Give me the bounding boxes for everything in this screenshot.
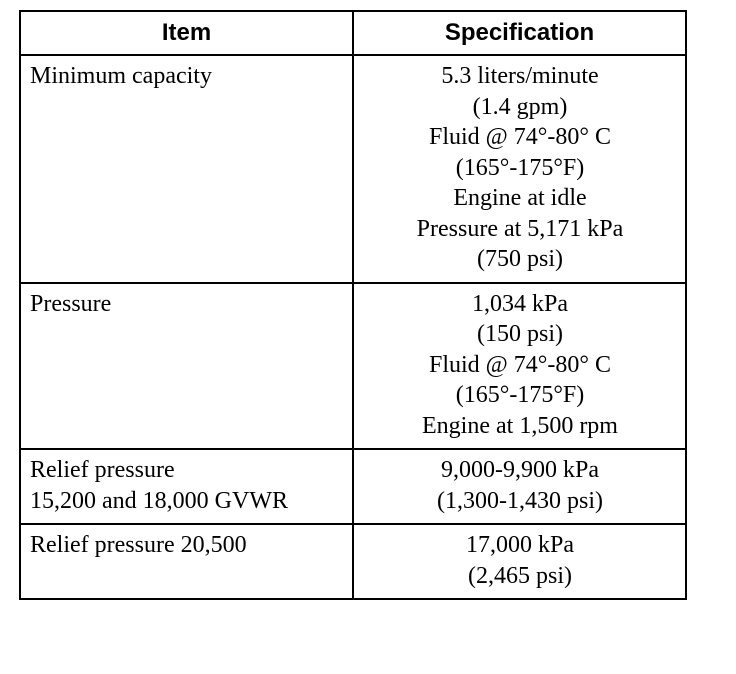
- item-text: Relief pressure 20,500: [30, 532, 247, 558]
- item-cell: [20, 283, 353, 450]
- item-text: Pressure: [30, 290, 112, 317]
- item-text: 15,200 and 18,000 GVWR: [30, 487, 288, 514]
- spec-text: Engine at idle: [453, 185, 587, 211]
- spec-text: (165°-175°F): [455, 154, 585, 181]
- spec-cell: [353, 449, 686, 524]
- item-cell: [20, 55, 353, 283]
- spec-text: (1,300-1,430 psi): [437, 487, 603, 514]
- spec-text: 5.3 liters/minute: [441, 63, 599, 89]
- table-row: [20, 283, 686, 450]
- spec-text: Fluid @ 74°-80° C: [429, 124, 611, 150]
- spec-text: 17,000 kPa: [466, 532, 574, 558]
- spec-text: (165°-175°F): [455, 382, 585, 408]
- spec-cell: [353, 283, 686, 450]
- item-cell: [20, 524, 353, 599]
- table-row: [20, 524, 686, 599]
- spec-text: 1,034 kPa: [472, 290, 568, 317]
- spec-text: (2,465 psi): [468, 562, 572, 589]
- specification-table: [19, 10, 687, 600]
- header-row: [20, 11, 686, 55]
- spec-cell: [353, 55, 686, 283]
- spec-cell: [353, 524, 686, 599]
- spec-text: 9,000-9,900 kPa: [441, 457, 599, 483]
- item-cell: [20, 449, 353, 524]
- table-row: [20, 55, 686, 283]
- spec-text: (750 psi): [477, 246, 563, 272]
- header-item: Item: [20, 11, 353, 55]
- spec-text: Fluid @ 74°-80° C: [429, 351, 611, 378]
- spec-text: (1.4 gpm): [472, 93, 568, 120]
- spec-text: Engine at 1,500 rpm: [422, 412, 618, 439]
- spec-text: (150 psi): [477, 321, 563, 347]
- item-text: Minimum capacity: [30, 63, 212, 89]
- item-text: Relief pressure: [30, 457, 175, 483]
- spec-text: Pressure at 5,171 kPa: [416, 215, 624, 242]
- header-specification: Specification: [353, 11, 686, 55]
- table-row: [20, 449, 686, 524]
